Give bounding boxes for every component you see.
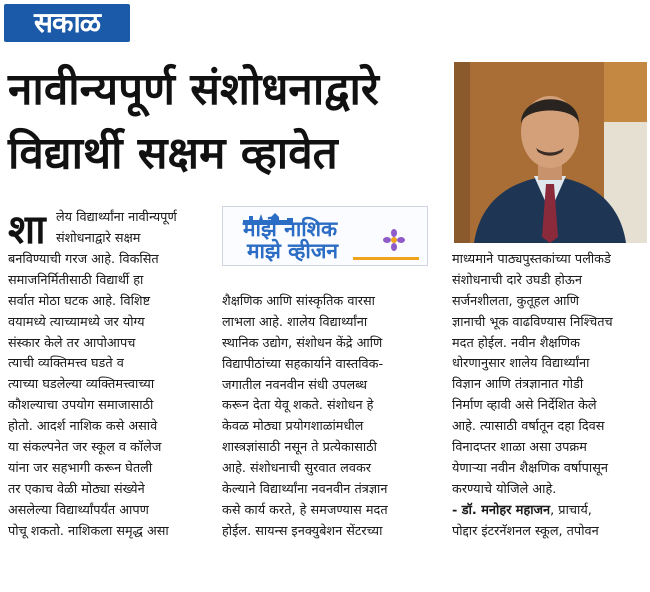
text-line: त्याच्या घडलेल्या व्यक्तिमत्त्वाच्या (8, 377, 155, 393)
text-line: असलेल्या विद्यार्थ्यांपर्यंत आपण (8, 502, 149, 518)
text-line: संशोधनाद्वारे सक्षम (56, 230, 141, 246)
column-1-intro (56, 208, 177, 250)
text-line: विनादप्तर शाळा असा उपक्रम (452, 440, 587, 456)
text-line: होतो. आदर्श नाशिक कसे असावे (8, 419, 158, 435)
text-line: त्याची व्यक्तिमत्त्व घडते व (8, 356, 124, 372)
text-line: विद्यापीठांच्या सहकार्याने वास्तविक- (222, 356, 384, 372)
text-line: संशोधनाची दारे उघडी होऊन (452, 272, 582, 288)
text-line: आहे. त्यासाठी वर्षातून दहा दिवस (452, 419, 605, 435)
text-line: होईल. सायन्स इनक्युबेशन सेंटरच्या (222, 523, 383, 539)
text-line: लाभला आहे. शालेय विद्यार्थ्यांना (222, 314, 368, 330)
text-line: केल्याने विद्यार्थ्यांना नवनवीन तंत्रज्ञान (222, 482, 388, 498)
column-2 (222, 292, 442, 543)
text-line: पोचू शकतो. नाशिकला समृद्ध असा (8, 523, 169, 539)
text-line: शैक्षणिक आणि सांस्कृतिक वारसा (222, 294, 375, 309)
text-line: येणाऱ्या नवीन शैक्षणिक वर्षापासून (452, 460, 608, 476)
headline-line-2: विद्यार्थी सक्षम व्हावेत (8, 128, 338, 179)
series-logo (222, 206, 428, 266)
text-line: धोरणानुसार शालेय विद्यार्थ्यांना (452, 356, 590, 372)
logo-line-2: माझे व्हीजन (247, 239, 339, 263)
text-line: तर एकाच वेळी मोठ्या संख्येने (8, 481, 145, 497)
author-school: पोद्दार इंटरनॅशनल स्कूल, तपोवन (452, 523, 599, 539)
author-role: , प्राचार्य, (550, 502, 592, 518)
text-line: या संकल्पनेत जर स्कूल व कॉलेज (8, 440, 162, 456)
text-line: करून देता येवू शकते. संशोधन हे (222, 398, 374, 414)
text-line: कसे कार्य करते, हे समजण्यास मदत (222, 502, 388, 518)
text-line: संस्कार केले तर आपोआपच (8, 335, 136, 351)
text-line: मदत होईल. नवीन शैक्षणिक (452, 335, 580, 351)
text-line: ज्ञानाची भूक वाढविण्यास निश्चितच (452, 314, 613, 330)
headline-line-1: नावीन्यपूर्ण संशोधनाद्वारे (8, 64, 379, 115)
text-line: वयामध्ये त्याच्यामध्ये जर योग्य (8, 314, 145, 330)
text-line: कौशल्याचा उपयोग समाजासाठी (8, 398, 154, 414)
logo-line-1: माझे नाशिक (243, 217, 338, 241)
author-name: - डॉ. मनोहर महाजन (452, 502, 551, 518)
text-line: बनविण्याची गरज आहे. विकसित (8, 252, 159, 267)
text-line: स्थानिक उद्योग, संशोधन केंद्रे आणि (222, 335, 383, 351)
drop-cap: शा (8, 207, 46, 253)
text-line: सर्वात मोठा घटक आहे. विशिष्ट (8, 293, 151, 309)
text-line: जगातील नवनवीन संधी उपलब्ध (222, 377, 368, 393)
text-line: लेय विद्यार्थ्यांना नावीन्यपूर्ण (56, 210, 177, 225)
text-line: आहे. संशोधनाची सुरवात लवकर (222, 461, 372, 477)
text-line: करण्याचे योजिले आहे. (452, 481, 557, 497)
text-line: सर्जनशीलता, कुतूहल आणि (452, 293, 579, 309)
author-photo (454, 62, 647, 243)
logo-underline (353, 257, 419, 260)
author-line (452, 501, 648, 522)
text-line: समाजनिर्मितीसाठी विद्यार्थी हा (8, 272, 144, 288)
text-line: माध्यमाने पाठ्यपुस्तकांच्या पलीकडे (452, 252, 611, 267)
flower-icon (383, 229, 405, 251)
text-line: यांना जर सहभागी करून घेतली (8, 460, 153, 476)
masthead-logo: सकाळ (4, 4, 130, 42)
text-line: केवळ मोठ्या प्रयोगशाळांमधील (222, 419, 364, 435)
column-3 (452, 250, 648, 542)
column-1 (8, 250, 212, 542)
text-line: विज्ञान आणि तंत्रज्ञानात गोडी (452, 377, 584, 393)
text-line: शास्त्रज्ञांसाठी नसून ते प्रत्येकासाठी (222, 440, 377, 456)
text-line: निर्माण व्हावी असे निर्देशित केले (452, 398, 597, 414)
